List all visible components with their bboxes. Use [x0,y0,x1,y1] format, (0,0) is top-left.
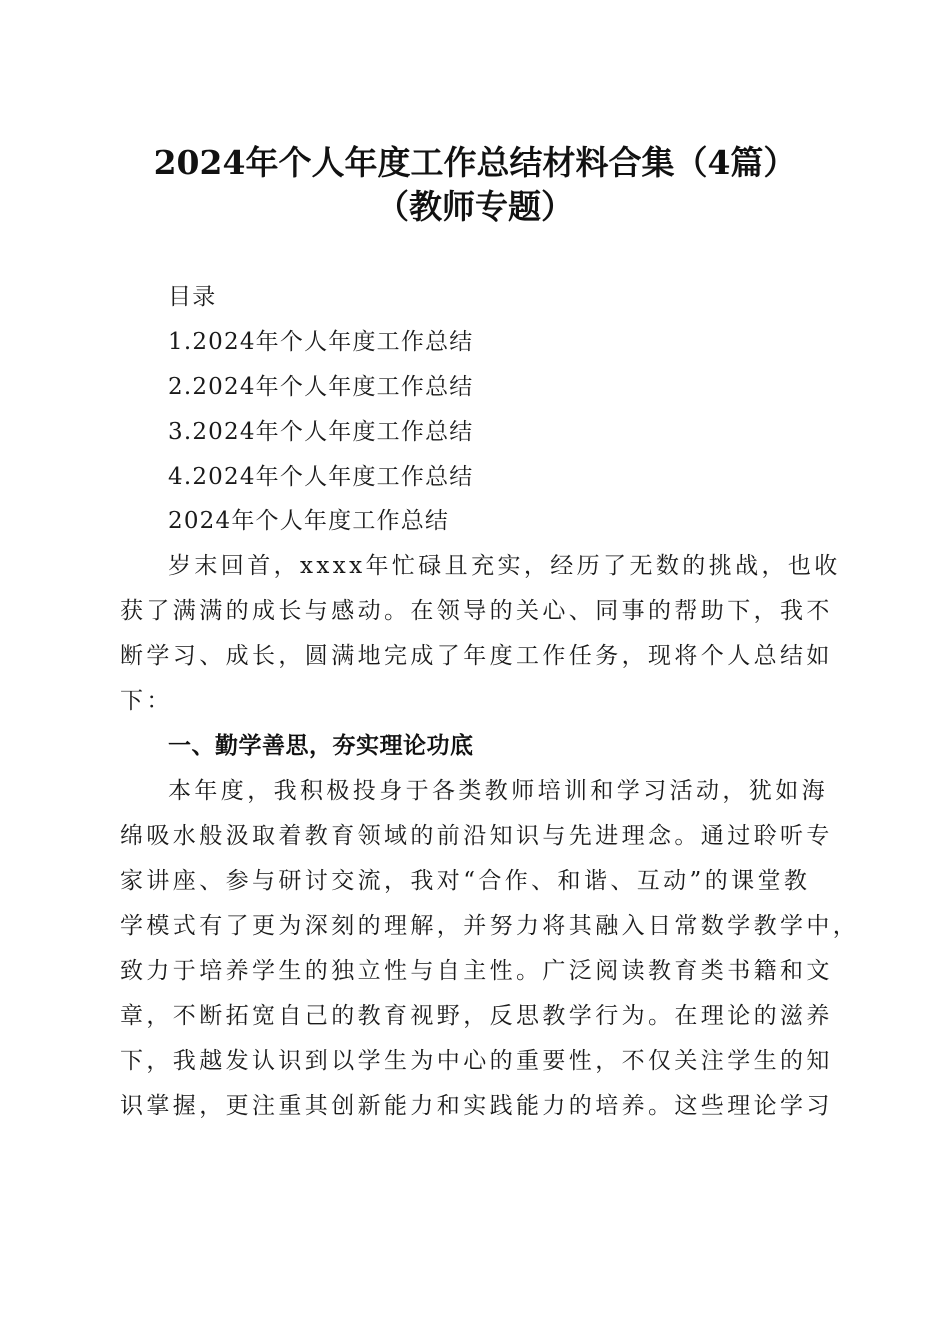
paragraph-line: 获了满满的成长与感动。在领导的关心、同事的帮助下，我不 [120,598,833,624]
paragraph-line: 下，我越发认识到以学生为中心的重要性，不仅关注学生的知 [120,1048,833,1074]
paragraph-line: 岁末回首，xxxx年忙碌且充实，经历了无数的挑战，也收 [168,553,841,579]
paragraph-line: 家讲座、参与研讨交流，我对“合作、和谐、互动”的课堂教 [120,868,811,894]
paragraph-line: 章，不断拓宽自己的教育视野，反思教学行为。在理论的滋养 [120,1003,833,1029]
document-title: 2024年个人年度工作总结材料合集（4篇） [153,143,797,182]
paragraph-line: 断学习、成长，圆满地完成了年度工作任务，现将个人总结如 [120,643,833,669]
toc-item: 2.2024年个人年度工作总结 [168,374,474,400]
article-title: 2024年个人年度工作总结 [168,508,450,534]
toc-heading: 目录 [168,284,217,310]
toc-item: 4.2024年个人年度工作总结 [168,464,474,490]
paragraph-line: 学模式有了更为深刻的理解，并努力将其融入日常数学教学中， [120,913,860,939]
paragraph-line: 识掌握，更注重其创新能力和实践能力的培养。这些理论学习 [120,1093,833,1119]
document-subtitle: （教师专题） [376,187,574,226]
toc-item: 1.2024年个人年度工作总结 [168,329,474,355]
paragraph-line: 本年度，我积极投身于各类教师培训和学习活动，犹如海 [168,778,828,804]
paragraph-line: 绵吸水般汲取着教育领域的前沿知识与先进理念。通过聆听专 [120,823,833,849]
section-heading: 一、勤学善思，夯实理论功底 [168,733,474,759]
toc-item: 3.2024年个人年度工作总结 [168,419,474,445]
paragraph-line: 下： [120,688,173,714]
paragraph-line: 致力于培养学生的独立性与自主性。广泛阅读教育类书籍和文 [120,958,833,984]
